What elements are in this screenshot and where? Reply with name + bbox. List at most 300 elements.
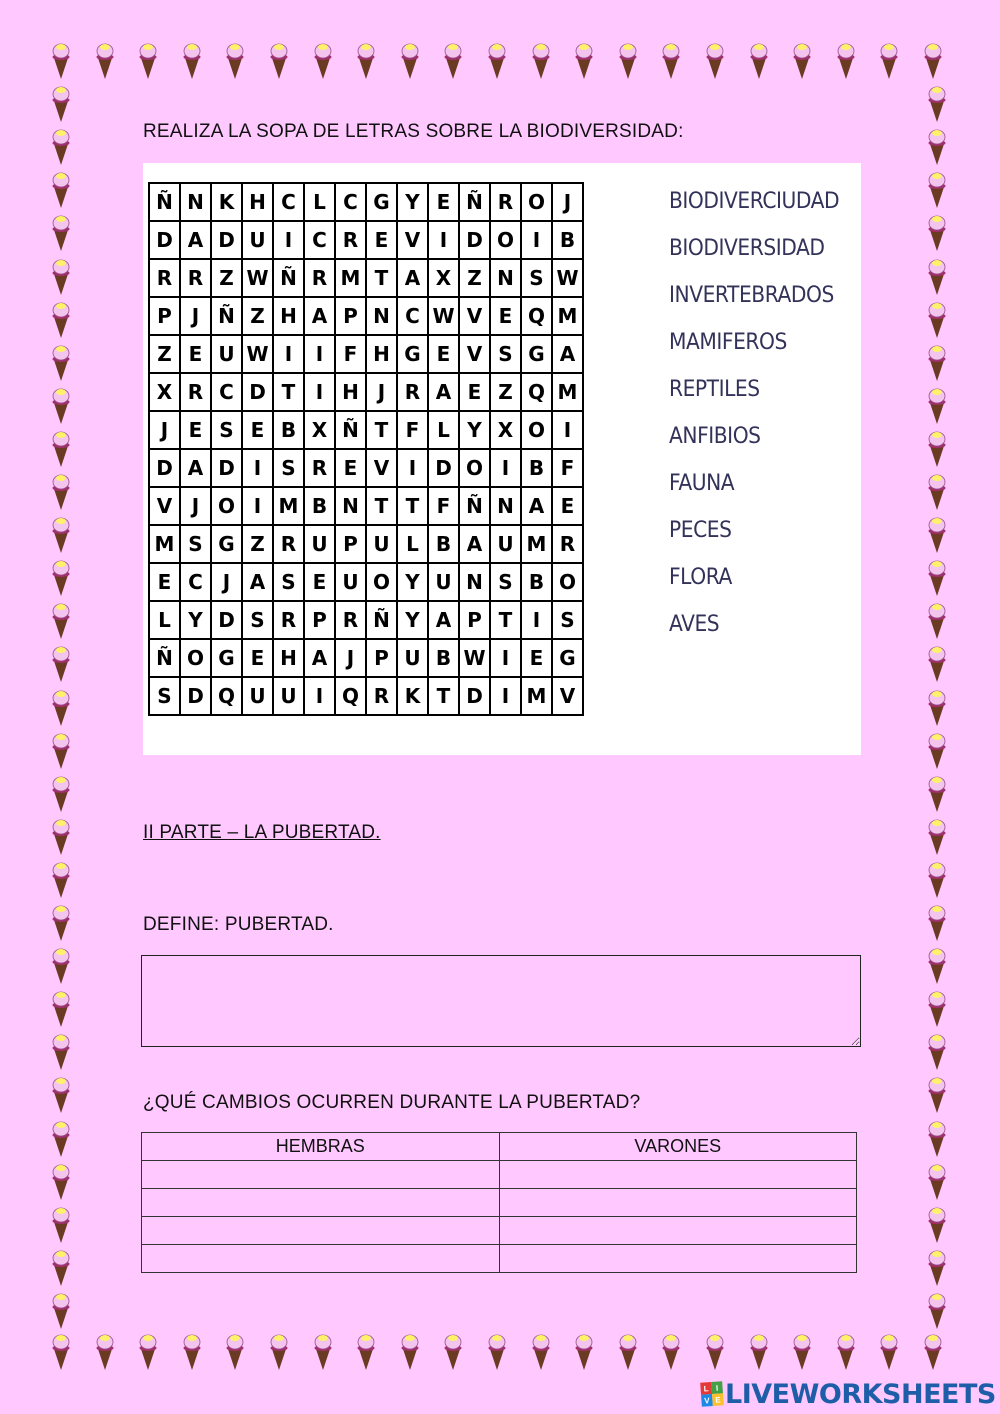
grid-cell[interactable]: D — [150, 222, 181, 260]
grid-cell[interactable]: M — [274, 488, 305, 526]
grid-cell[interactable]: R — [336, 602, 367, 640]
varones-cell[interactable] — [499, 1245, 857, 1273]
grid-cell[interactable]: D — [429, 450, 460, 488]
grid-cell[interactable]: R — [305, 260, 336, 298]
grid-cell[interactable]: C — [336, 184, 367, 222]
ice-cream-cone-icon — [836, 1333, 856, 1371]
grid-cell[interactable]: G — [212, 640, 243, 678]
grid-cell[interactable]: Ñ — [367, 602, 398, 640]
ice-cream-cone-icon — [574, 1333, 594, 1371]
ice-cream-cone-icon — [51, 1076, 71, 1114]
word-list-item: PECES — [669, 518, 732, 543]
grid-cell[interactable]: I — [429, 222, 460, 260]
grid-cell[interactable]: A — [553, 336, 584, 374]
grid-cell[interactable]: T — [491, 602, 522, 640]
grid-cell[interactable]: N — [336, 488, 367, 526]
word-list-item: AVES — [669, 612, 720, 637]
grid-cell[interactable]: U — [336, 564, 367, 602]
grid-cell[interactable]: I — [522, 602, 553, 640]
ice-cream-cone-icon — [51, 1333, 71, 1371]
grid-cell[interactable]: E — [305, 564, 336, 602]
ice-cream-cone-icon — [927, 516, 947, 554]
grid-cell[interactable]: V — [460, 336, 491, 374]
grid-cell[interactable]: Z — [491, 374, 522, 412]
badge-letter: V — [701, 1394, 713, 1407]
ice-cream-cone-icon — [313, 42, 333, 80]
grid-cell[interactable]: B — [522, 564, 553, 602]
grid-cell[interactable]: S — [181, 526, 212, 564]
grid-cell[interactable]: U — [243, 678, 274, 716]
grid-cell[interactable]: E — [336, 450, 367, 488]
grid-cell[interactable]: Z — [460, 260, 491, 298]
varones-input[interactable] — [500, 1217, 857, 1244]
grid-cell[interactable]: Z — [212, 260, 243, 298]
grid-cell[interactable]: J — [367, 374, 398, 412]
ice-cream-cone-icon — [927, 473, 947, 511]
ice-cream-cone-icon — [269, 42, 289, 80]
hembras-input[interactable] — [142, 1161, 499, 1188]
grid-cell[interactable]: D — [181, 678, 212, 716]
grid-cell[interactable]: S — [522, 260, 553, 298]
grid-cell[interactable]: O — [522, 412, 553, 450]
word-list — [669, 187, 854, 657]
grid-cell[interactable]: H — [367, 336, 398, 374]
grid-cell[interactable]: T — [367, 260, 398, 298]
ice-cream-cone-icon — [927, 990, 947, 1028]
grid-cell[interactable]: Ñ — [150, 640, 181, 678]
grid-cell[interactable]: W — [460, 640, 491, 678]
ice-cream-cone-icon — [95, 1333, 115, 1371]
grid-cell[interactable]: J — [181, 488, 212, 526]
grid-cell[interactable]: N — [460, 564, 491, 602]
grid-cell[interactable]: X — [491, 412, 522, 450]
ice-cream-cone-icon — [51, 214, 71, 252]
ice-cream-cone-icon — [927, 947, 947, 985]
grid-cell[interactable]: R — [367, 678, 398, 716]
grid-cell[interactable]: E — [243, 640, 274, 678]
ice-cream-cone-icon — [927, 559, 947, 597]
grid-cell[interactable]: E — [150, 564, 181, 602]
grid-cell[interactable]: J — [150, 412, 181, 450]
grid-cell[interactable]: D — [243, 374, 274, 412]
grid-cell[interactable]: Y — [181, 602, 212, 640]
grid-cell[interactable]: M — [553, 298, 584, 336]
grid-cell[interactable]: M — [522, 678, 553, 716]
grid-cell[interactable]: I — [491, 450, 522, 488]
ice-cream-cone-icon — [51, 1292, 71, 1330]
grid-cell[interactable]: P — [336, 298, 367, 336]
grid-cell[interactable]: O — [181, 640, 212, 678]
grid-cell[interactable]: I — [243, 488, 274, 526]
table-row — [142, 1245, 857, 1273]
ice-cream-cone-icon — [927, 85, 947, 123]
grid-cell[interactable]: E — [460, 374, 491, 412]
grid-cell[interactable]: A — [429, 374, 460, 412]
ice-cream-cone-icon — [927, 732, 947, 770]
grid-cell[interactable]: S — [491, 336, 522, 374]
grid-cell[interactable]: P — [460, 602, 491, 640]
ice-cream-cone-icon — [927, 430, 947, 468]
grid-cell[interactable]: W — [553, 260, 584, 298]
grid-cell[interactable]: G — [398, 336, 429, 374]
grid-cell[interactable]: I — [305, 336, 336, 374]
ice-cream-cone-icon — [51, 602, 71, 640]
grid-cell[interactable]: C — [181, 564, 212, 602]
grid-cell[interactable]: Ñ — [274, 260, 305, 298]
hembras-input[interactable] — [142, 1245, 499, 1272]
grid-cell[interactable]: T — [429, 678, 460, 716]
ice-cream-cone-icon — [487, 42, 507, 80]
grid-cell[interactable]: S — [243, 602, 274, 640]
grid-cell[interactable]: X — [305, 412, 336, 450]
grid-cell[interactable]: Q — [522, 298, 553, 336]
grid-cell[interactable]: S — [274, 564, 305, 602]
grid-cell[interactable]: C — [305, 222, 336, 260]
ice-cream-cone-icon — [51, 1163, 71, 1201]
varones-input[interactable] — [500, 1161, 857, 1188]
varones-input[interactable] — [500, 1189, 857, 1216]
table-row — [142, 1217, 857, 1245]
grid-cell[interactable]: M — [150, 526, 181, 564]
column-header-hembras: HEMBRAS — [142, 1133, 500, 1161]
grid-cell[interactable]: F — [553, 450, 584, 488]
grid-cell[interactable]: E — [553, 488, 584, 526]
ice-cream-cone-icon — [792, 42, 812, 80]
grid-cell[interactable]: I — [553, 412, 584, 450]
word-list-item: ANFIBIOS — [669, 424, 761, 449]
hembras-input[interactable] — [142, 1217, 499, 1244]
ice-cream-cone-icon — [927, 861, 947, 899]
grid-cell[interactable]: G — [553, 640, 584, 678]
ice-cream-cone-icon — [356, 42, 376, 80]
grid-cell[interactable]: E — [181, 412, 212, 450]
grid-cell[interactable]: U — [491, 526, 522, 564]
grid-cell[interactable]: D — [150, 450, 181, 488]
ice-cream-cone-icon — [51, 301, 71, 339]
grid-cell[interactable]: I — [491, 640, 522, 678]
hembras-cell[interactable] — [142, 1161, 500, 1189]
grid-cell[interactable]: J — [212, 564, 243, 602]
word-list-item: REPTILES — [669, 377, 760, 402]
ice-cream-cone-icon — [400, 1333, 420, 1371]
grid-cell[interactable]: Ñ — [212, 298, 243, 336]
grid-cell[interactable]: A — [429, 602, 460, 640]
grid-cell[interactable]: O — [553, 564, 584, 602]
grid-cell[interactable]: P — [336, 526, 367, 564]
grid-cell[interactable]: I — [274, 222, 305, 260]
ice-cream-cone-icon — [443, 1333, 463, 1371]
grid-cell[interactable]: V — [150, 488, 181, 526]
grid-cell[interactable]: B — [274, 412, 305, 450]
grid-cell[interactable]: R — [150, 260, 181, 298]
grid-cell[interactable]: R — [491, 184, 522, 222]
ice-cream-cone-icon — [51, 258, 71, 296]
grid-cell[interactable]: M — [522, 526, 553, 564]
varones-cell[interactable] — [499, 1189, 857, 1217]
ice-cream-cone-icon — [927, 214, 947, 252]
grid-cell[interactable]: A — [522, 488, 553, 526]
ice-cream-cone-icon — [927, 1163, 947, 1201]
ice-cream-cone-icon — [927, 128, 947, 166]
liveworksheets-logo[interactable] — [701, 1379, 996, 1409]
grid-cell[interactable]: R — [274, 602, 305, 640]
grid-cell[interactable]: A — [181, 222, 212, 260]
grid-cell[interactable]: S — [274, 450, 305, 488]
grid-cell[interactable]: O — [367, 564, 398, 602]
grid-cell[interactable]: J — [181, 298, 212, 336]
grid-cell[interactable]: R — [398, 374, 429, 412]
grid-cell[interactable]: V — [367, 450, 398, 488]
grid-cell[interactable]: R — [181, 374, 212, 412]
grid-cell[interactable]: T — [367, 412, 398, 450]
grid-cell[interactable]: R — [305, 450, 336, 488]
grid-cell[interactable]: Q — [522, 374, 553, 412]
word-list-item: FLORA — [669, 565, 732, 590]
ice-cream-cone-icon — [51, 861, 71, 899]
grid-cell[interactable]: E — [491, 298, 522, 336]
grid-cell[interactable]: Ñ — [460, 184, 491, 222]
grid-cell[interactable]: L — [398, 526, 429, 564]
grid-cell[interactable]: A — [460, 526, 491, 564]
grid-cell[interactable]: W — [243, 260, 274, 298]
grid-cell[interactable]: I — [305, 678, 336, 716]
part2-title: II PARTE – LA PUBERTAD. — [143, 822, 381, 843]
ice-cream-cone-icon — [51, 559, 71, 597]
ice-cream-cone-icon — [51, 1249, 71, 1287]
grid-cell[interactable]: O — [522, 184, 553, 222]
grid-cell[interactable]: S — [212, 412, 243, 450]
grid-cell[interactable]: X — [429, 260, 460, 298]
ice-cream-cone-icon — [400, 42, 420, 80]
grid-cell[interactable]: C — [274, 184, 305, 222]
grid-cell[interactable]: G — [212, 526, 243, 564]
grid-cell[interactable]: V — [553, 678, 584, 716]
grid-cell[interactable]: P — [305, 602, 336, 640]
ice-cream-cone-icon — [927, 344, 947, 382]
grid-cell[interactable]: E — [181, 336, 212, 374]
grid-cell[interactable]: D — [460, 678, 491, 716]
ice-cream-cone-icon — [927, 387, 947, 425]
ice-cream-cone-icon — [879, 1333, 899, 1371]
grid-cell[interactable]: I — [305, 374, 336, 412]
grid-cell[interactable]: X — [150, 374, 181, 412]
grid-cell[interactable]: I — [243, 450, 274, 488]
grid-cell[interactable]: E — [367, 222, 398, 260]
grid-cell[interactable]: K — [212, 184, 243, 222]
grid-cell[interactable]: U — [243, 222, 274, 260]
grid-cell[interactable]: Y — [398, 602, 429, 640]
ice-cream-cone-icon — [95, 42, 115, 80]
grid-cell[interactable]: T — [274, 374, 305, 412]
ice-cream-cone-icon — [923, 42, 943, 80]
hembras-cell[interactable] — [142, 1245, 500, 1273]
define-prompt: DEFINE: PUBERTAD. — [143, 914, 334, 935]
grid-cell[interactable]: L — [150, 602, 181, 640]
varones-cell[interactable] — [499, 1217, 857, 1245]
hembras-cell[interactable] — [142, 1189, 500, 1217]
grid-cell[interactable]: J — [336, 640, 367, 678]
grid-cell[interactable]: C — [212, 374, 243, 412]
ice-cream-cone-icon — [618, 1333, 638, 1371]
ice-cream-cone-icon — [927, 171, 947, 209]
grid-cell[interactable]: C — [398, 298, 429, 336]
ice-cream-cone-icon — [927, 602, 947, 640]
ice-cream-cone-icon — [51, 85, 71, 123]
ice-cream-cone-icon — [749, 1333, 769, 1371]
ice-cream-cone-icon — [356, 1333, 376, 1371]
grid-cell[interactable]: Y — [398, 564, 429, 602]
ice-cream-cone-icon — [138, 42, 158, 80]
grid-cell[interactable]: N — [491, 260, 522, 298]
grid-cell[interactable]: B — [522, 450, 553, 488]
grid-cell[interactable]: P — [150, 298, 181, 336]
grid-cell[interactable]: W — [243, 336, 274, 374]
word-list-item: MAMIFEROS — [669, 330, 787, 355]
grid-cell[interactable]: R — [553, 526, 584, 564]
grid-cell[interactable]: F — [429, 488, 460, 526]
grid-cell[interactable]: O — [212, 488, 243, 526]
grid-cell[interactable]: P — [367, 640, 398, 678]
ice-cream-cone-icon — [51, 689, 71, 727]
ice-cream-cone-icon — [225, 42, 245, 80]
ice-cream-cone-icon — [923, 1333, 943, 1371]
grid-cell[interactable]: S — [553, 602, 584, 640]
ice-cream-cone-icon — [618, 42, 638, 80]
grid-cell[interactable]: U — [274, 678, 305, 716]
grid-cell[interactable]: N — [181, 184, 212, 222]
grid-cell[interactable]: Z — [243, 298, 274, 336]
changes-table — [141, 1132, 857, 1273]
grid-cell[interactable]: H — [336, 374, 367, 412]
ice-cream-cone-icon — [927, 1249, 947, 1287]
grid-cell[interactable]: F — [398, 412, 429, 450]
grid-cell[interactable]: I — [274, 336, 305, 374]
grid-cell[interactable]: A — [181, 450, 212, 488]
grid-cell[interactable]: Z — [150, 336, 181, 374]
grid-cell[interactable]: G — [522, 336, 553, 374]
grid-cell[interactable]: I — [491, 678, 522, 716]
grid-cell[interactable]: B — [553, 222, 584, 260]
grid-cell[interactable]: E — [243, 412, 274, 450]
table-row — [142, 1189, 857, 1217]
grid-cell[interactable]: A — [305, 298, 336, 336]
grid-cell[interactable]: I — [522, 222, 553, 260]
grid-cell[interactable]: D — [212, 222, 243, 260]
grid-cell[interactable]: T — [367, 488, 398, 526]
grid-cell[interactable]: H — [274, 640, 305, 678]
ice-cream-cone-icon — [443, 42, 463, 80]
ice-cream-cone-icon — [51, 430, 71, 468]
grid-cell[interactable]: Z — [243, 526, 274, 564]
grid-cell[interactable]: L — [429, 412, 460, 450]
grid-cell[interactable]: U — [305, 526, 336, 564]
changes-prompt: ¿QUÉ CAMBIOS OCURREN DURANTE LA PUBERTAD? — [143, 1092, 641, 1113]
grid-cell[interactable]: A — [305, 640, 336, 678]
grid-cell[interactable]: Q — [336, 678, 367, 716]
grid-cell[interactable]: R — [274, 526, 305, 564]
grid-cell[interactable]: A — [398, 260, 429, 298]
ice-cream-cone-icon — [879, 42, 899, 80]
grid-cell[interactable]: H — [274, 298, 305, 336]
grid-cell[interactable]: Y — [398, 184, 429, 222]
grid-cell[interactable]: Ñ — [460, 488, 491, 526]
grid-cell[interactable]: O — [460, 450, 491, 488]
grid-cell[interactable]: D — [212, 450, 243, 488]
grid-cell[interactable]: U — [212, 336, 243, 374]
ice-cream-cone-icon — [661, 42, 681, 80]
ice-cream-cone-icon — [661, 1333, 681, 1371]
grid-cell[interactable]: M — [553, 374, 584, 412]
badge-letter: L — [700, 1382, 712, 1395]
grid-cell[interactable]: J — [553, 184, 584, 222]
ice-cream-cone-icon — [51, 818, 71, 856]
hembras-input[interactable] — [142, 1189, 499, 1216]
grid-cell[interactable]: R — [181, 260, 212, 298]
grid-cell[interactable]: K — [398, 678, 429, 716]
ice-cream-cone-icon — [927, 1206, 947, 1244]
ice-cream-cone-icon — [927, 775, 947, 813]
ice-cream-cone-icon — [51, 1120, 71, 1158]
hembras-cell[interactable] — [142, 1217, 500, 1245]
grid-cell[interactable]: D — [212, 602, 243, 640]
ice-cream-cone-icon — [51, 344, 71, 382]
grid-cell[interactable]: Ñ — [336, 412, 367, 450]
grid-cell[interactable]: O — [491, 222, 522, 260]
grid-cell[interactable]: M — [336, 260, 367, 298]
ice-cream-cone-icon — [487, 1333, 507, 1371]
grid-cell[interactable]: Ñ — [150, 184, 181, 222]
grid-cell[interactable]: U — [367, 526, 398, 564]
grid-cell[interactable]: B — [429, 640, 460, 678]
pubertad-definition-field[interactable] — [141, 955, 861, 1047]
grid-cell[interactable]: W — [429, 298, 460, 336]
grid-cell[interactable]: B — [429, 526, 460, 564]
grid-cell[interactable]: S — [491, 564, 522, 602]
grid-cell[interactable]: F — [336, 336, 367, 374]
grid-cell[interactable]: R — [336, 222, 367, 260]
grid-cell[interactable]: Y — [460, 412, 491, 450]
ice-cream-cone-icon — [705, 42, 725, 80]
grid-cell[interactable]: N — [491, 488, 522, 526]
ice-cream-cone-icon — [51, 516, 71, 554]
grid-cell[interactable]: B — [305, 488, 336, 526]
grid-cell[interactable]: V — [460, 298, 491, 336]
ice-cream-cone-icon — [51, 732, 71, 770]
ice-cream-cone-icon — [927, 1292, 947, 1330]
grid-cell[interactable]: S — [150, 678, 181, 716]
varones-input[interactable] — [500, 1245, 857, 1272]
grid-cell[interactable]: E — [429, 184, 460, 222]
grid-cell[interactable]: G — [367, 184, 398, 222]
grid-cell[interactable]: E — [522, 640, 553, 678]
grid-cell[interactable]: A — [243, 564, 274, 602]
ice-cream-cone-icon — [51, 387, 71, 425]
grid-cell[interactable]: L — [305, 184, 336, 222]
grid-cell[interactable]: U — [429, 564, 460, 602]
ice-cream-cone-icon — [138, 1333, 158, 1371]
grid-cell[interactable]: D — [460, 222, 491, 260]
ice-cream-cone-icon — [792, 1333, 812, 1371]
grid-cell[interactable]: U — [398, 640, 429, 678]
grid-cell[interactable]: Q — [212, 678, 243, 716]
grid-cell[interactable]: H — [243, 184, 274, 222]
grid-cell[interactable]: T — [398, 488, 429, 526]
grid-cell[interactable]: I — [398, 450, 429, 488]
grid-cell[interactable]: E — [429, 336, 460, 374]
grid-cell[interactable]: V — [398, 222, 429, 260]
grid-cell[interactable]: N — [367, 298, 398, 336]
varones-cell[interactable] — [499, 1161, 857, 1189]
